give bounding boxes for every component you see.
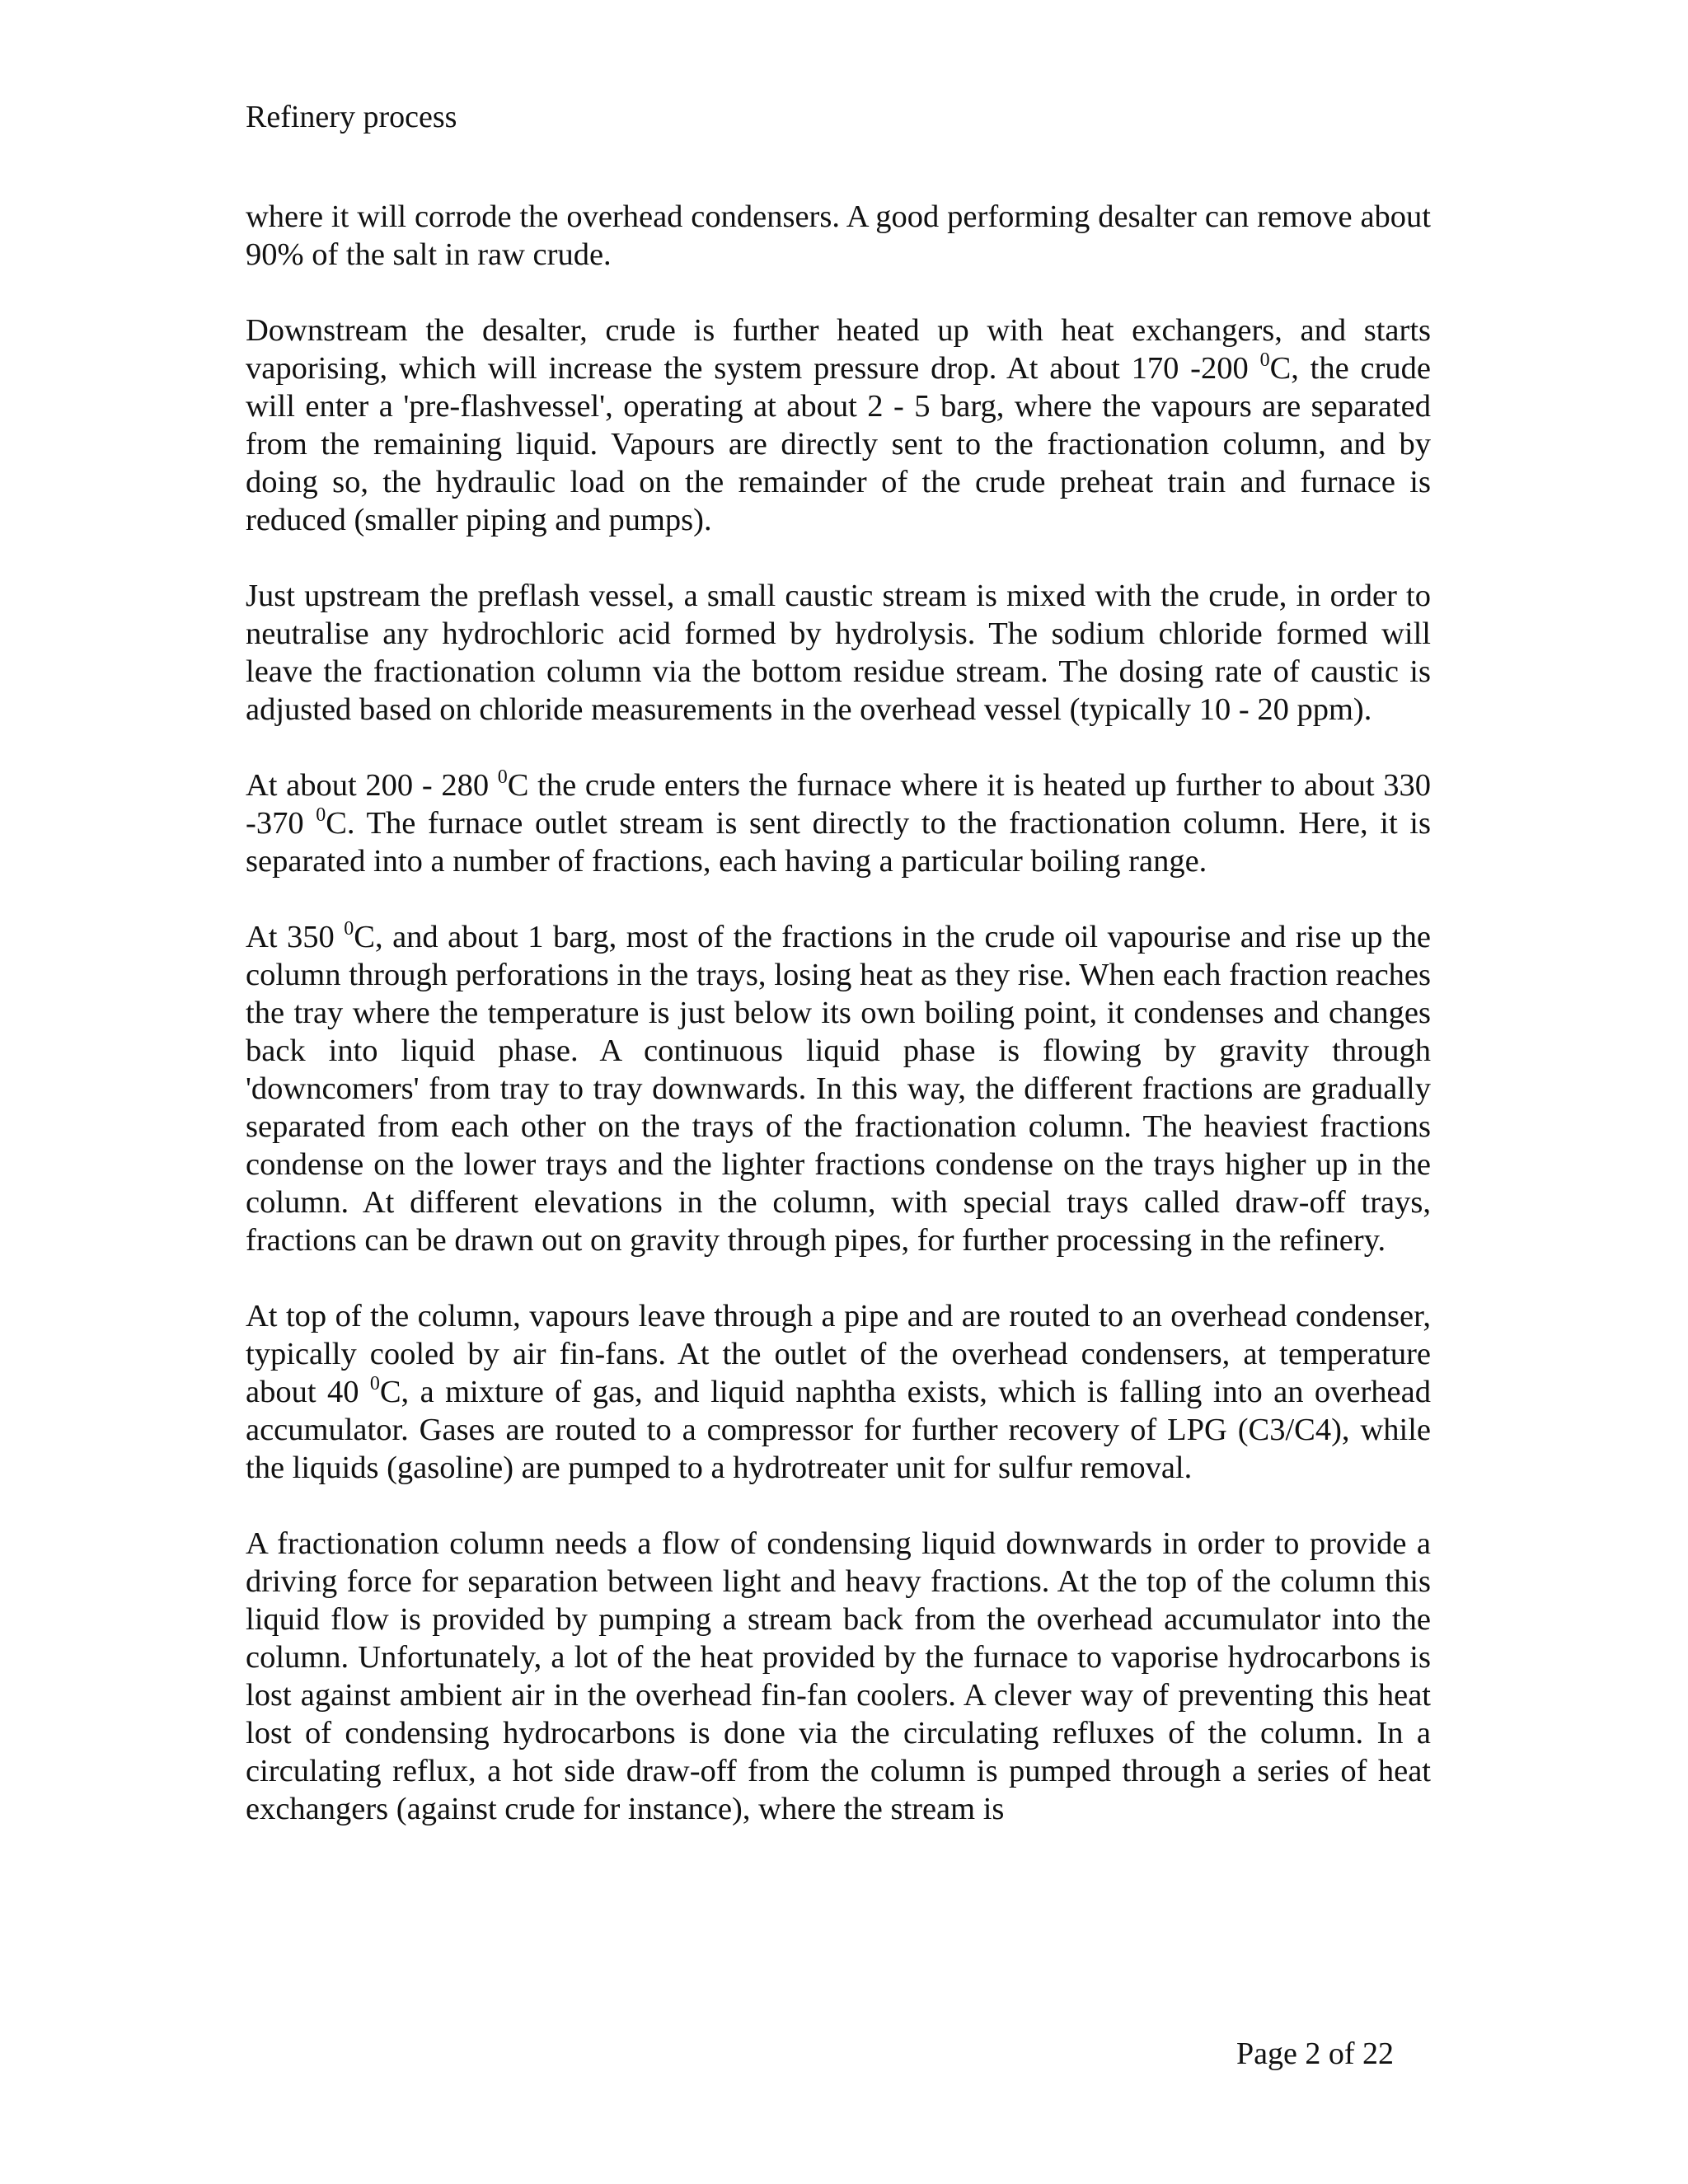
text-run: At top of the column, vapours leave through a pipe and are routed to an overhead condenser, typically cooled by air fin-fans. At the outlet of the overhead condensers, at temperature about 40: [246, 1299, 1431, 1409]
page-number: Page 2 of 22: [1236, 2036, 1395, 2071]
text-run: C, a mixture of gas, and liquid naphtha exists, which is falling into an overhead accumulator. Gases are routed to a compressor for further recovery of LPG (C3/C4), while the liquids (gasoline) are pumped to a hydrotreater unit for sulfur removal.: [246, 1375, 1431, 1485]
text-run: C, the crude will enter a 'pre-flashvessel', operating at about 2 - 5 barg, where the vapours are separated from the remaining liquid. Vapours are directly sent to the fractionation column, and by doing so, the hydraulic load on the remainder of the crude preheat train and furnace is reduced (smaller piping and pumps).: [246, 351, 1432, 537]
text-run: Downstream the desalter, crude is further heated up with heat exchangers, and starts vaporising, which will increase the system pressure drop. At about 170 -200: [246, 313, 1431, 386]
text-run: A fractionation column needs a flow of condensing liquid downwards in order to provide a driving force for separation between light and heavy fractions. At the top of the column this liquid flow is provided by pumping a stream back from the overhead accumulator into the column. Unfortunately, a lot of the heat provided by the furnace to vaporise hydrocarbons is lost against ambient air in the overhead fin-fan coolers. A clever way of preventing this heat lost of condensing hydrocarbons is done via the circulating refluxes of the column. In a circulating reflux, a hot side draw-off from the column is pumped through a series of heat exchangers (against crude for instance), where the stream is: [246, 1526, 1431, 1826]
paragraph-fractionation-trays: [246, 918, 1431, 1259]
degree-superscript: 0: [316, 804, 326, 826]
text-run: C, and about 1 barg, most of the fractions in the crude oil vapourise and rise up the column through perforations in the trays, losing heat as they rise. When each fraction reaches the tray where the temperature is just below its own boiling point, it condenses and changes back into liquid phase. A continuous liquid phase is flowing by gravity through 'downcomers' from tray to tray downwards. In this way, the different fractions are gradually separated from each other on the trays of the fractionation column. The heaviest fractions condense on the lower trays and the lighter fractions condense on the trays higher up in the column. At different elevations in the column, with special trays called draw-off trays, fractions can be drawn out on gravity through pipes, for further processing in the refinery.: [246, 920, 1432, 1258]
paragraph-preflash-vessel: [246, 312, 1431, 539]
degree-superscript: 0: [497, 766, 508, 788]
body-text: [246, 198, 1431, 1866]
paragraph-furnace: [246, 766, 1431, 880]
page-header: Refinery process: [246, 100, 457, 134]
paragraph-desalter-corrosion: [246, 198, 1431, 274]
text-run: Just upstream the preflash vessel, a small caustic stream is mixed with the crude, in order to neutralise any hydrochloric acid formed by hydrolysis. The sodium chloride formed will leave the fractionation column via the bottom residue stream. The dosing rate of caustic is adjusted based on chloride measurements in the overhead vessel (typically 10 - 20 ppm).: [246, 579, 1431, 727]
degree-superscript: 0: [369, 1373, 380, 1394]
text-run: At about 200 - 280: [246, 768, 498, 803]
degree-superscript: 0: [1259, 349, 1270, 371]
paragraph-caustic-dosing: [246, 577, 1431, 729]
text-run: C the crude enters the furnace where it is heated up further to about 330 -370: [246, 768, 1432, 841]
paragraph-overhead-condenser: [246, 1297, 1431, 1487]
paragraph-circulating-reflux: [246, 1525, 1431, 1828]
text-run: At 350: [246, 920, 345, 954]
text-run: C. The furnace outlet stream is sent directly to the fractionation column. Here, it is separated into a number of fractions, each having a particular boiling range.: [246, 806, 1431, 879]
degree-superscript: 0: [344, 918, 354, 940]
text-run: where it will corrode the overhead condensers. A good performing desalter can remove about 90% of the salt in raw crude.: [246, 199, 1431, 272]
